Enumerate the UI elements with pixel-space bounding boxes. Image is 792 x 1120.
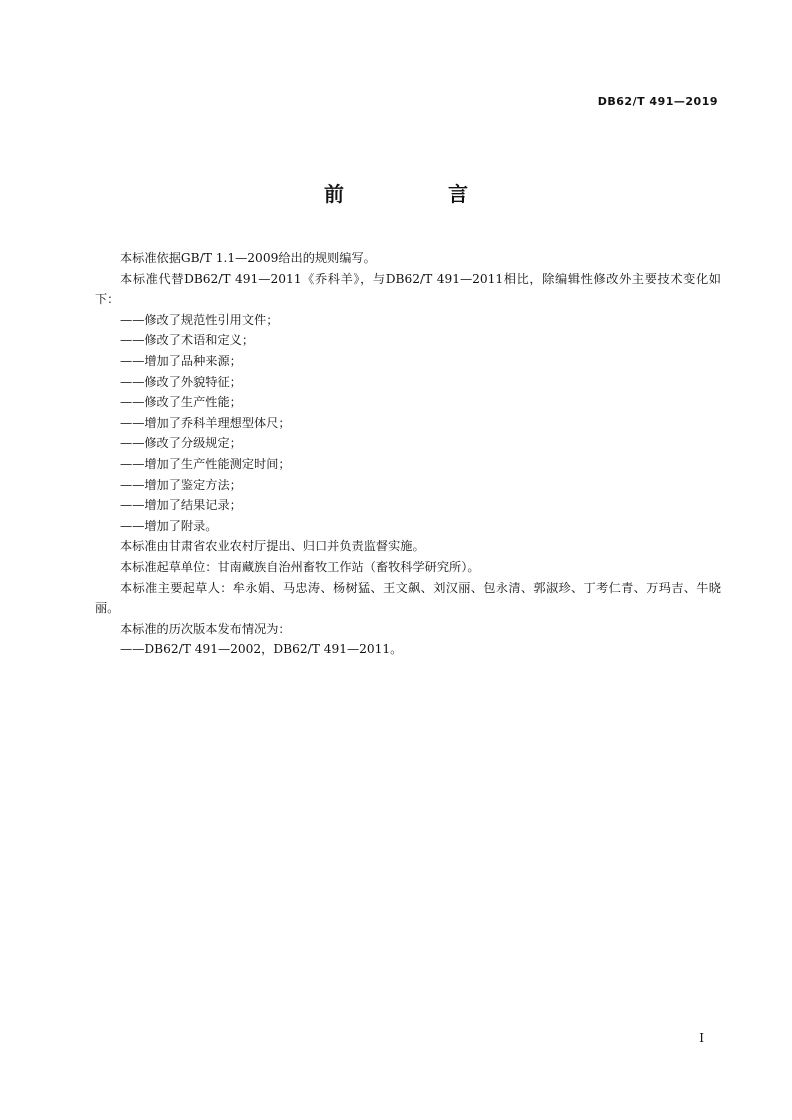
page-title: 前 言: [324, 182, 510, 206]
list-item: ——增加了乔科羊理想型体尺；: [120, 415, 291, 430]
changes-list: [95, 310, 721, 537]
list-item: ——增加了鉴定方法；: [120, 477, 242, 492]
list-item: ——修改了术语和定义；: [120, 333, 255, 348]
list-item: ——DB62/T 491—2002，DB62/T 491—2011。: [120, 642, 403, 657]
paragraph-replacement: 本标准代替DB62/T 491—2011《乔科羊》，与DB62/T 491—2011相比，除编辑性修改外主要技术变化如下：: [95, 271, 721, 307]
paragraph-history-intro: 本标准的历次版本发布情况为：: [120, 621, 291, 636]
list-item: ——增加了品种来源；: [120, 353, 242, 368]
history-list: [95, 639, 721, 660]
list-item: ——增加了结果记录；: [120, 498, 242, 513]
paragraph-drafting-unit: 本标准起草单位：甘南藏族自治州畜牧工作站（畜牧科学研究所）。: [120, 559, 480, 574]
list-item: ——增加了生产性能测定时间；: [120, 456, 291, 471]
paragraph-basis: 本标准依据GB/T 1.1—2009给出的规则编写。: [120, 251, 376, 265]
standard-code: DB62/T 491—2019: [597, 95, 718, 108]
list-item: ——修改了生产性能；: [120, 395, 242, 410]
list-item: ——修改了分级规定；: [120, 436, 242, 451]
paragraph-proposer: 本标准由甘肃省农业农村厅提出、归口并负责监督实施。: [120, 539, 425, 554]
list-item: ——修改了规范性引用文件；: [120, 312, 279, 327]
list-item: ——修改了外貌特征；: [120, 374, 242, 389]
paragraph-drafters: 本标准主要起草人：牟永娟、马忠涛、杨树猛、王文飙、刘汉丽、包永清、郭淑珍、丁考仁青、万玛吉、牛晓丽。: [95, 580, 721, 616]
foreword-body: [95, 248, 721, 660]
page-number: I: [699, 1031, 704, 1045]
list-item: ——增加了附录。: [120, 518, 218, 533]
